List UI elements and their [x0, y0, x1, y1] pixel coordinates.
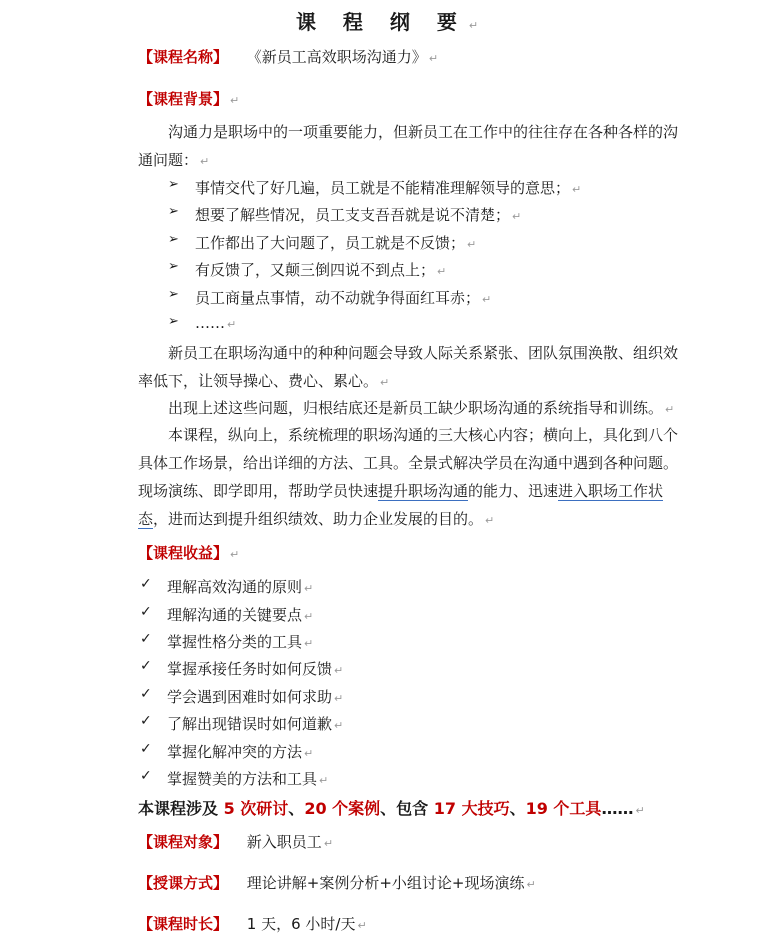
list-item	[140, 604, 313, 625]
check-icon: ✓	[140, 741, 152, 757]
paragraph-mark: ↵	[665, 403, 675, 416]
check-icon: ✓	[140, 576, 152, 592]
highlighted-phrase: 进入职场工作状态	[138, 482, 664, 528]
method-row	[138, 872, 536, 893]
list-item	[140, 658, 343, 679]
summary-text: 本课程涉及	[138, 799, 224, 818]
summary-highlight: 5 次研讨	[223, 799, 289, 818]
duration-value: 1 天，6 小时/天	[246, 915, 356, 933]
list-item-text: 掌握化解冲突的方法	[167, 743, 303, 761]
paragraph-mark: ↵	[334, 719, 344, 732]
paragraph-mark: ↵	[304, 747, 314, 760]
paragraph-mark: ↵	[323, 837, 334, 850]
method-label: 【授课方式】	[138, 874, 229, 892]
paragraph-mark: ↵	[230, 94, 240, 107]
check-icon: ✓	[140, 631, 152, 647]
arrow-bullet-icon: ➢	[168, 177, 179, 192]
paragraph-mark: ↵	[334, 692, 344, 705]
audience-row	[138, 831, 333, 852]
list-item-text: 理解高效沟通的原则	[167, 578, 303, 596]
summary-highlight: 19 个工具	[525, 799, 602, 818]
arrow-bullet-icon: ➢	[168, 259, 179, 274]
paragraph-mark: ↵	[485, 514, 495, 527]
paragraph-mark: ↵	[230, 548, 240, 561]
list-item-text: 掌握承接任务时如何反馈	[167, 660, 333, 678]
paragraph-mark: ↵	[380, 376, 390, 389]
check-icon: ✓	[140, 713, 152, 729]
list-item-text: 事情交代了好几遍，员工就是不能精准理解领导的意思；	[195, 179, 571, 197]
list-item	[168, 232, 476, 253]
audience-label: 【课程对象】	[138, 833, 229, 851]
summary-highlight: 20 个案例	[304, 799, 381, 818]
list-item	[140, 713, 343, 734]
paragraph-mark: ↵	[227, 318, 237, 331]
duration-label: 【课程时长】	[138, 915, 229, 933]
background-paragraph-1	[138, 339, 683, 397]
list-item-text: ……	[195, 314, 225, 332]
check-icon: ✓	[140, 658, 152, 674]
benefits-label: 【课程收益】	[138, 544, 229, 562]
paragraph-mark: ↵	[428, 52, 439, 65]
list-item	[140, 768, 328, 789]
paragraph-mark: ↵	[304, 637, 314, 650]
paragraph-mark: ↵	[319, 774, 329, 787]
list-item	[168, 204, 521, 225]
summary-highlight: 17 大技巧	[433, 799, 510, 818]
paragraph-mark: ↵	[304, 582, 314, 595]
paragraph-text: ，进而达到提升组织绩效、助力企业发展的目的。	[153, 510, 484, 528]
paragraph-text: 本课程，纵向上，系统梳理的职场沟通的三大核心内容；横向上，具化到八个具体工作场景，给出详细的方法、工具。全景式解决学员在沟通中遇到各种问题。现场演练、即学即用，帮助学员快速	[138, 426, 679, 500]
background-heading	[138, 88, 239, 109]
method-value: 理论讲解+案例分析+小组讨论+现场演练	[246, 874, 525, 892]
paragraph-mark: ↵	[437, 265, 447, 278]
list-item	[140, 631, 313, 652]
arrow-bullet-icon: ➢	[168, 314, 179, 329]
paragraph-mark: ↵	[304, 610, 314, 623]
paragraph-mark: ↵	[526, 878, 536, 891]
check-icon: ✓	[140, 686, 152, 702]
intro-text: 沟通力是职场中的一项重要能力，但新员工在工作中的往往存在各种各样的沟通问题：	[138, 123, 679, 169]
paragraph-mark: ↵	[334, 664, 344, 677]
list-item	[168, 287, 491, 308]
arrow-bullet-icon: ➢	[168, 204, 179, 219]
paragraph-text: 新员工在职场沟通中的种种问题会导致人际关系紧张、团队氛围涣散、组织效率低下，让领导操心、费心、累心。	[138, 344, 679, 390]
background-paragraph-2	[138, 394, 683, 424]
list-item	[140, 686, 343, 707]
benefits-heading	[138, 542, 239, 563]
paragraph-mark: ↵	[357, 919, 367, 932]
summary-text: 、	[288, 799, 305, 818]
list-item-text: 想要了解些情况，员工支支吾吾就是说不清楚；	[195, 206, 511, 224]
summary-text: 、包含	[380, 799, 434, 818]
course-name-row	[138, 46, 438, 67]
course-name-value: 《新员工高效职场沟通力》	[246, 48, 427, 66]
audience-value: 新入职员工	[246, 833, 322, 851]
list-item-text: 了解出现错误时如何道歉	[167, 715, 333, 733]
paragraph-mark: ↵	[512, 210, 522, 223]
summary-text: ……	[601, 799, 634, 818]
highlighted-phrase: 提升职场沟通	[378, 482, 469, 500]
background-paragraph-3	[138, 421, 683, 535]
list-item-text: 学会遇到困难时如何求助	[167, 688, 333, 706]
course-summary	[138, 796, 645, 819]
list-item-text: 员工商量点事情，动不动就争得面红耳赤；	[195, 289, 481, 307]
paragraph-mark: ↵	[635, 804, 645, 817]
list-item-text: 掌握赞美的方法和工具	[167, 770, 318, 788]
page-title	[0, 6, 784, 35]
list-item	[140, 576, 313, 597]
list-item	[168, 259, 446, 280]
list-item	[140, 741, 313, 762]
list-item	[168, 177, 581, 198]
check-icon: ✓	[140, 768, 152, 784]
paragraph-text: 的能力、迅速	[468, 482, 559, 500]
paragraph-mark: ↵	[200, 155, 210, 168]
background-intro	[138, 118, 683, 176]
arrow-bullet-icon: ➢	[168, 232, 179, 247]
paragraph-mark: ↵	[467, 238, 477, 251]
paragraph-mark: ↵	[468, 19, 489, 32]
check-icon: ✓	[140, 604, 152, 620]
course-name-label: 【课程名称】	[138, 48, 229, 66]
list-item-text: 理解沟通的关键要点	[167, 606, 303, 624]
background-label: 【课程背景】	[138, 90, 229, 108]
arrow-bullet-icon: ➢	[168, 287, 179, 302]
paragraph-mark: ↵	[572, 183, 582, 196]
paragraph-text: 出现上述这些问题，归根结底还是新员工缺少职场沟通的系统指导和训练。	[168, 399, 664, 417]
paragraph-mark: ↵	[482, 293, 492, 306]
duration-row	[138, 913, 367, 934]
list-item-text: 有反馈了，又颠三倒四说不到点上；	[195, 261, 436, 279]
title-text: 课 程 纲 要	[295, 10, 467, 34]
list-item-text: 工作都出了大问题了，员工就是不反馈；	[195, 234, 466, 252]
list-item-text: 掌握性格分类的工具	[167, 633, 303, 651]
list-item	[168, 314, 236, 332]
summary-text: 、	[509, 799, 526, 818]
